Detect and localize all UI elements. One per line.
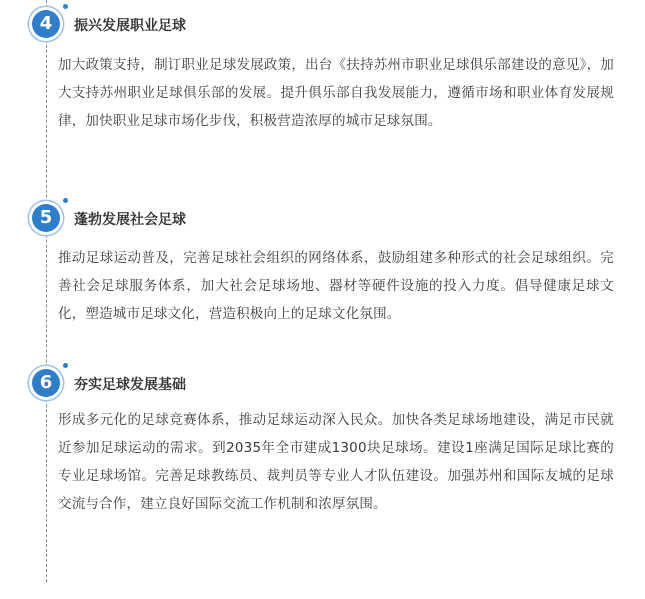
section-number-badge: 6	[32, 369, 60, 397]
section-body: 加大政策支持，制订职业足球发展政策，出台《扶持苏州市职业足球俱乐部建设的意见》，加大支持苏州职业足球俱乐部的发展。提升俱乐部自我发展能力，遵循市场和职业体育发展规律，加快职业足球市场化步伐，积极营造浓厚的城市足球氛围。	[58, 57, 614, 129]
section-number-badge: 5	[32, 204, 60, 232]
section-title: 振兴发展职业足球	[74, 18, 186, 34]
badge-dot-decoration	[63, 363, 68, 368]
section-title: 蓬勃发展社会足球	[74, 212, 186, 228]
section-title: 夯实足球发展基础	[74, 377, 186, 393]
badge-dot-decoration	[63, 4, 68, 9]
section-body: 推动足球运动普及，完善足球社会组织的网络体系，鼓励组建多种形式的社会足球组织。完善社会足球服务体系，加大社会足球场地、器材等硬件设施的投入力度。倡导健康足球文化，塑造城市足球文化，营造积极向上的足球文化氛围。	[58, 250, 614, 322]
section-body: 形成多元化的足球竞赛体系，推动足球运动深入民众。加快各类足球场地建设，满足市民就近参加足球运动的需求。到2035年全市建成1300块足球场。建设1座满足国际足球比赛的专业足球场馆。完善足球教练员、裁判员等专业人才队伍建设。加强苏州和国际友城的足球交流与合作，建立良好国际交流工作机制和浓厚氛围。	[58, 412, 614, 512]
timeline-dashed-line	[46, 0, 47, 582]
section-number-badge: 4	[32, 10, 60, 38]
badge-dot-decoration	[63, 198, 68, 203]
